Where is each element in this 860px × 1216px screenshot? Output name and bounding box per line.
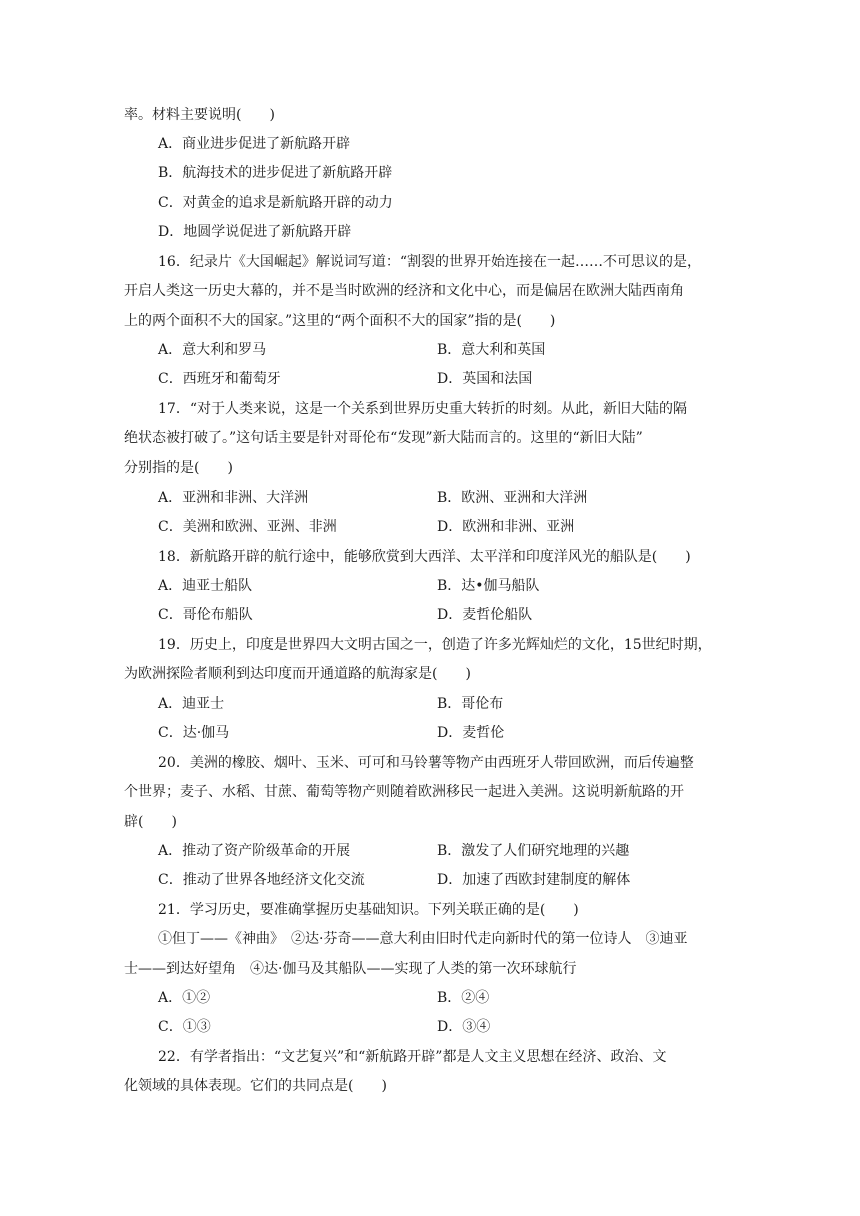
q15-stem-tail: 率。材料主要说明( ) bbox=[124, 107, 275, 123]
q19-option-b: B．哥伦布 bbox=[437, 696, 504, 712]
q18-option-c: C．哥伦布船队 bbox=[158, 607, 253, 623]
q15-option-c: C．对黄金的追求是新航路开辟的动力 bbox=[158, 195, 393, 211]
q17-option-d: D．欧洲和非洲、亚洲 bbox=[437, 519, 575, 535]
q21-stem-line-1: 21．学习历史，要准确掌握历史基础知识。下列关联正确的是( ) bbox=[158, 902, 579, 918]
q21-option-b: B．②④ bbox=[437, 990, 490, 1006]
q17-stem-line-2: 绝状态被打破了。”这句话主要是针对哥伦布“发现”新大陆而言的。这里的“新旧大陆” bbox=[124, 430, 643, 446]
q21-option-c: C．①③ bbox=[158, 1019, 211, 1035]
q16-stem-line-3: 上的两个面积不大的国家。”这里的“两个面积不大的国家”指的是( ) bbox=[124, 313, 556, 329]
q22-stem-line-2: 化领域的具体表现。它们的共同点是( ) bbox=[124, 1078, 387, 1094]
q21-option-a: A．①② bbox=[158, 990, 211, 1006]
q17-stem-line-3: 分别指的是( ) bbox=[124, 460, 233, 476]
q18-option-b: B．达•伽马船队 bbox=[437, 578, 540, 594]
q19-option-d: D．麦哲伦 bbox=[437, 725, 505, 741]
q18-stem-line-1: 18．新航路开辟的航行途中，能够欣赏到大西洋、太平洋和印度洋风光的船队是( ) bbox=[158, 549, 691, 565]
q16-stem-line-1: 16．纪录片《大国崛起》解说词写道：“割裂的世界开始连接在一起……不可思议的是， bbox=[158, 254, 701, 270]
q17-option-b: B．欧洲、亚洲和大洋洲 bbox=[437, 490, 588, 506]
q16-option-a: A．意大利和罗马 bbox=[158, 342, 267, 358]
q15-option-d: D．地圆学说促进了新航路开辟 bbox=[158, 224, 352, 240]
q19-stem-line-1: 19．历史上，印度是世界四大文明古国之一，创造了许多光辉灿烂的文化，15世纪时期， bbox=[158, 637, 712, 653]
q17-stem-line-1: 17．“对于人类来说，这是一个关系到世界历史重大转折的时刻。从此，新旧大陆的隔 bbox=[158, 401, 687, 417]
q16-stem-line-2: 开启人类这一历史大幕的，并不是当时欧洲的经济和文化中心，而是偏居在欧洲大陆西南角 bbox=[124, 283, 684, 299]
q15-option-a: A．商业进步促进了新航路开辟 bbox=[158, 136, 351, 152]
q16-option-b: B．意大利和英国 bbox=[437, 342, 546, 358]
q15-option-b: B．航海技术的进步促进了新航路开辟 bbox=[158, 165, 393, 181]
q17-option-c: C．美洲和欧洲、亚洲、非洲 bbox=[158, 519, 337, 535]
q20-option-b: B．激发了人们研究地理的兴趣 bbox=[437, 843, 630, 859]
q18-option-d: D．麦哲伦船队 bbox=[437, 607, 533, 623]
q19-option-a: A．迪亚士 bbox=[158, 696, 225, 712]
q17-option-a: A．亚洲和非洲、大洋洲 bbox=[158, 490, 309, 506]
q16-option-c: C．西班牙和葡萄牙 bbox=[158, 371, 281, 387]
q19-stem-line-2: 为欧洲探险者顺利到达印度而开通道路的航海家是( ) bbox=[124, 666, 471, 682]
q20-stem-line-3: 辟( ) bbox=[124, 814, 177, 830]
q20-option-a: A．推动了资产阶级革命的开展 bbox=[158, 843, 351, 859]
q19-option-c: C．达·伽马 bbox=[158, 725, 230, 741]
q22-stem-line-1: 22．有学者指出：“文艺复兴”和“新航路开辟”都是人文主义思想在经济、政治、文 bbox=[158, 1049, 667, 1065]
q21-option-d: D．③④ bbox=[437, 1019, 491, 1035]
q20-option-c: C．推动了世界各地经济文化交流 bbox=[158, 872, 365, 888]
q20-stem-line-2: 个世界；麦子、水稻、甘蔗、葡萄等物产则随着欧洲移民一起进入美洲。这说明新航路的开 bbox=[124, 784, 684, 800]
q16-option-d: D．英国和法国 bbox=[437, 371, 533, 387]
q18-option-a: A．迪亚士船队 bbox=[158, 578, 253, 594]
q20-stem-line-1: 20．美洲的橡胶、烟叶、玉米、可可和马铃薯等物产由西班牙人带回欧洲，而后传遍整 bbox=[158, 755, 694, 771]
q20-option-d: D．加速了西欧封建制度的解体 bbox=[437, 872, 631, 888]
q21-stem-line-2: ①但丁——《神曲》 ②达·芬奇——意大利由旧时代走向新时代的第一位诗人 ③迪亚 bbox=[158, 931, 688, 947]
q21-stem-line-3: 士——到达好望角 ④达·伽马及其船队——实现了人类的第一次环球航行 bbox=[124, 961, 577, 977]
